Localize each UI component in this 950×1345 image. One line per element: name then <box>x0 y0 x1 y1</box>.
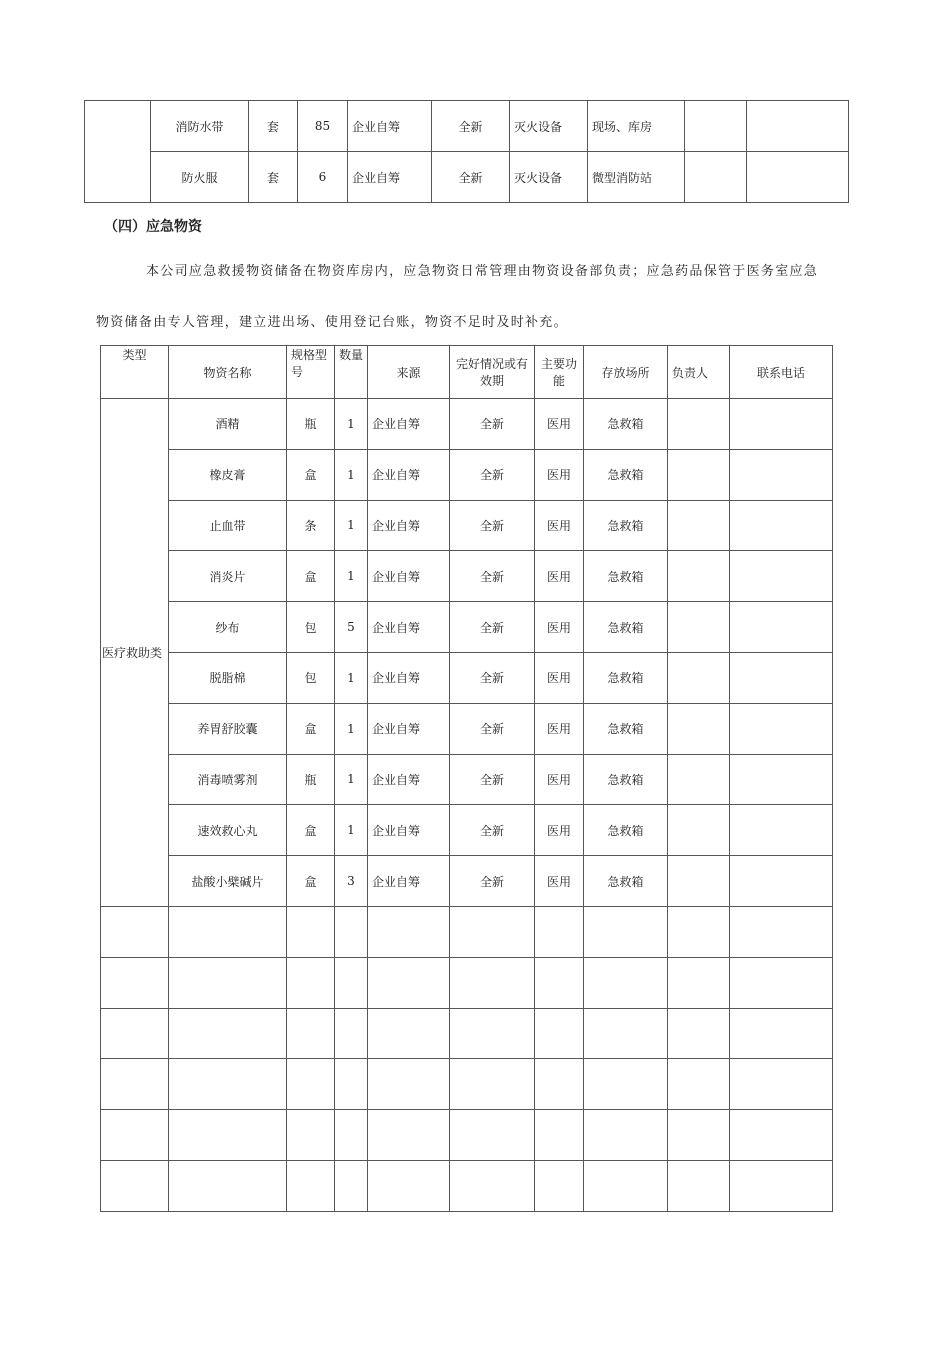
table-cell: 全新 <box>450 652 535 703</box>
table-cell <box>668 957 730 1008</box>
table-cell <box>450 906 535 957</box>
table-cell <box>169 1160 287 1211</box>
table-cell <box>668 449 730 500</box>
column-header: 物资名称 <box>169 346 287 399</box>
table-cell: 急救箱 <box>584 805 668 856</box>
column-header: 联系电话 <box>730 346 833 399</box>
table-cell: 医用 <box>535 449 584 500</box>
table-cell <box>747 152 849 203</box>
paragraph-line-2: 物资储备由专人管理，建立进出场、使用登记台账，物资不足时及时补充。 <box>96 315 568 330</box>
column-header: 主要功能 <box>535 346 584 399</box>
column-header: 来源 <box>368 346 450 399</box>
table-cell: 1 <box>335 551 368 602</box>
table-cell <box>668 1110 730 1161</box>
table-cell: 消毒喷雾剂 <box>169 754 287 805</box>
table-cell <box>335 1110 368 1161</box>
empty-row <box>101 1160 833 1211</box>
table-cell <box>668 399 730 450</box>
table-cell: 急救箱 <box>584 399 668 450</box>
table-cell <box>368 1110 450 1161</box>
table-cell: 5 <box>335 602 368 653</box>
table-cell: 医用 <box>535 856 584 907</box>
table-cell <box>730 1008 833 1059</box>
table-cell <box>668 1160 730 1211</box>
table-row <box>101 805 833 856</box>
table-cell: 企业自筹 <box>368 652 450 703</box>
table-cell: 企业自筹 <box>368 754 450 805</box>
table-cell: 盒 <box>287 703 335 754</box>
table-cell <box>368 957 450 1008</box>
table-cell: 条 <box>287 500 335 551</box>
table-row <box>101 703 833 754</box>
table-cell <box>584 906 668 957</box>
table-cell: 全新 <box>450 449 535 500</box>
emergency-supplies-table <box>100 345 833 1212</box>
empty-row <box>101 1059 833 1110</box>
table-cell <box>169 1008 287 1059</box>
table-cell <box>668 856 730 907</box>
table-cell <box>730 805 833 856</box>
table-cell <box>450 1110 535 1161</box>
empty-cell <box>101 1160 169 1211</box>
table-cell <box>730 856 833 907</box>
table-cell <box>668 754 730 805</box>
table-cell: 医用 <box>535 703 584 754</box>
table-cell: 6 <box>298 152 348 203</box>
table-cell <box>335 1160 368 1211</box>
table-cell: 急救箱 <box>584 652 668 703</box>
table-cell: 医用 <box>535 602 584 653</box>
table-cell: 全新 <box>450 602 535 653</box>
fire-equipment-table <box>84 100 849 203</box>
column-header: 完好情况或有效期 <box>450 346 535 399</box>
empty-cell <box>101 906 169 957</box>
table-cell <box>685 101 747 152</box>
table-cell: 全新 <box>450 399 535 450</box>
table-cell <box>368 1160 450 1211</box>
table-cell <box>730 906 833 957</box>
table-row <box>101 856 833 907</box>
table-cell: 养胃舒胶囊 <box>169 703 287 754</box>
table-cell <box>747 101 849 152</box>
table-cell: 微型消防站 <box>588 152 685 203</box>
table-cell: 急救箱 <box>584 449 668 500</box>
table-cell: 盒 <box>287 856 335 907</box>
table-cell <box>668 805 730 856</box>
table-cell: 全新 <box>450 805 535 856</box>
table-cell: 盒 <box>287 805 335 856</box>
table-cell: 企业自筹 <box>368 856 450 907</box>
table-cell: 灭火设备 <box>510 152 588 203</box>
table-cell <box>584 1160 668 1211</box>
table-cell <box>169 957 287 1008</box>
table-cell <box>335 957 368 1008</box>
empty-cell <box>101 1008 169 1059</box>
table-cell: 急救箱 <box>584 703 668 754</box>
table-cell <box>730 703 833 754</box>
table-cell <box>668 1059 730 1110</box>
table-cell: 急救箱 <box>584 856 668 907</box>
table-cell: 企业自筹 <box>368 805 450 856</box>
table-cell: 急救箱 <box>584 602 668 653</box>
empty-row <box>101 906 833 957</box>
table-cell <box>584 957 668 1008</box>
table-cell <box>287 957 335 1008</box>
table-cell: 消防水带 <box>151 101 249 152</box>
paragraph-line-1: 本公司应急救援物资储备在物资库房内，应急物资日常管理由物资设备部负责；应急药品保管于医务室应急 <box>146 264 819 279</box>
table-cell <box>169 1059 287 1110</box>
table-cell: 套 <box>249 152 298 203</box>
table-cell: 1 <box>335 399 368 450</box>
category-cell: 医疗救助类 <box>101 399 169 907</box>
table-cell <box>368 906 450 957</box>
table-cell: 企业自筹 <box>368 399 450 450</box>
empty-cell <box>101 957 169 1008</box>
table-cell: 急救箱 <box>584 754 668 805</box>
column-header: 规格型号 <box>287 346 335 399</box>
table-cell <box>730 399 833 450</box>
column-header: 负责人 <box>668 346 730 399</box>
table-cell: 消炎片 <box>169 551 287 602</box>
table-cell <box>535 957 584 1008</box>
table-cell: 1 <box>335 703 368 754</box>
table-cell <box>668 602 730 653</box>
table-cell: 1 <box>335 652 368 703</box>
table-cell <box>368 1008 450 1059</box>
table-cell: 1 <box>335 449 368 500</box>
table-cell <box>685 152 747 203</box>
table-row <box>101 500 833 551</box>
table-cell <box>668 906 730 957</box>
table-cell: 3 <box>335 856 368 907</box>
table-cell <box>730 1160 833 1211</box>
table-row <box>85 152 849 203</box>
table-cell <box>668 500 730 551</box>
table-cell <box>368 1059 450 1110</box>
table-cell <box>584 1008 668 1059</box>
table-cell: 酒精 <box>169 399 287 450</box>
table-cell <box>668 1008 730 1059</box>
table-cell: 85 <box>298 101 348 152</box>
table-cell: 防火服 <box>151 152 249 203</box>
table-cell: 企业自筹 <box>368 602 450 653</box>
table-cell <box>535 1110 584 1161</box>
table-cell <box>730 602 833 653</box>
table-cell <box>287 1059 335 1110</box>
table-cell <box>730 1059 833 1110</box>
table-cell: 医用 <box>535 754 584 805</box>
table-row <box>101 602 833 653</box>
table-row <box>101 399 833 450</box>
category-cell <box>85 101 151 203</box>
table-cell <box>335 1008 368 1059</box>
table-cell <box>730 500 833 551</box>
table-cell: 医用 <box>535 500 584 551</box>
table-cell: 医用 <box>535 805 584 856</box>
table-cell: 纱布 <box>169 602 287 653</box>
table-cell <box>535 1008 584 1059</box>
empty-row <box>101 1008 833 1059</box>
table-cell: 1 <box>335 500 368 551</box>
table-cell <box>730 449 833 500</box>
table-cell: 瓶 <box>287 754 335 805</box>
table-cell <box>169 906 287 957</box>
table-cell <box>535 1059 584 1110</box>
table-cell <box>335 906 368 957</box>
table-row <box>101 551 833 602</box>
table-cell <box>287 1160 335 1211</box>
table-cell: 盐酸小檗碱片 <box>169 856 287 907</box>
table-cell: 企业自筹 <box>368 500 450 551</box>
table-cell <box>450 1008 535 1059</box>
table-cell <box>450 1059 535 1110</box>
table-cell <box>287 1008 335 1059</box>
table-cell <box>730 652 833 703</box>
table-cell: 橡皮膏 <box>169 449 287 500</box>
table-cell: 企业自筹 <box>368 551 450 602</box>
column-header: 存放场所 <box>584 346 668 399</box>
table-row <box>101 652 833 703</box>
table-cell <box>287 906 335 957</box>
table-cell: 全新 <box>450 703 535 754</box>
table-cell: 套 <box>249 101 298 152</box>
table-cell <box>450 957 535 1008</box>
table-cell: 全新 <box>450 754 535 805</box>
column-header: 类型 <box>101 346 169 399</box>
table-cell: 企业自筹 <box>368 703 450 754</box>
table-row <box>101 449 833 500</box>
table-cell: 止血带 <box>169 500 287 551</box>
table-cell: 灭火设备 <box>510 101 588 152</box>
table-cell: 1 <box>335 805 368 856</box>
table-cell <box>730 1110 833 1161</box>
table-cell: 急救箱 <box>584 500 668 551</box>
header-row <box>101 346 833 399</box>
table-cell: 医用 <box>535 551 584 602</box>
empty-row <box>101 1110 833 1161</box>
table-row <box>101 754 833 805</box>
table-cell <box>668 652 730 703</box>
table-cell: 医用 <box>535 399 584 450</box>
table-cell: 全新 <box>450 856 535 907</box>
section-heading: （四）应急物资 <box>104 219 202 235</box>
table-cell: 全新 <box>450 551 535 602</box>
table-cell: 现场、库房 <box>588 101 685 152</box>
table-cell: 急救箱 <box>584 551 668 602</box>
table-cell: 瓶 <box>287 399 335 450</box>
table-cell: 包 <box>287 652 335 703</box>
table-cell: 全新 <box>450 500 535 551</box>
table-row <box>85 101 849 152</box>
table-cell: 盒 <box>287 449 335 500</box>
table-cell: 企业自筹 <box>368 449 450 500</box>
table-cell <box>668 551 730 602</box>
table-cell <box>668 703 730 754</box>
table-cell: 企业自筹 <box>348 101 432 152</box>
empty-row <box>101 957 833 1008</box>
table-cell <box>335 1059 368 1110</box>
table-cell: 医用 <box>535 652 584 703</box>
table-cell: 速效救心丸 <box>169 805 287 856</box>
column-header: 数量 <box>335 346 368 399</box>
table-cell: 全新 <box>432 152 510 203</box>
empty-cell <box>101 1110 169 1161</box>
table-cell: 全新 <box>432 101 510 152</box>
table-cell <box>584 1110 668 1161</box>
table-cell: 包 <box>287 602 335 653</box>
table-cell <box>450 1160 535 1211</box>
table-cell: 盒 <box>287 551 335 602</box>
table-cell: 企业自筹 <box>348 152 432 203</box>
table-cell <box>287 1110 335 1161</box>
table-cell <box>535 1160 584 1211</box>
empty-cell <box>101 1059 169 1110</box>
table-cell <box>535 906 584 957</box>
table-cell <box>169 1110 287 1161</box>
table-cell <box>584 1059 668 1110</box>
table-cell: 脱脂棉 <box>169 652 287 703</box>
table-cell <box>730 754 833 805</box>
table-cell <box>730 551 833 602</box>
table-cell: 1 <box>335 754 368 805</box>
table-cell <box>730 957 833 1008</box>
